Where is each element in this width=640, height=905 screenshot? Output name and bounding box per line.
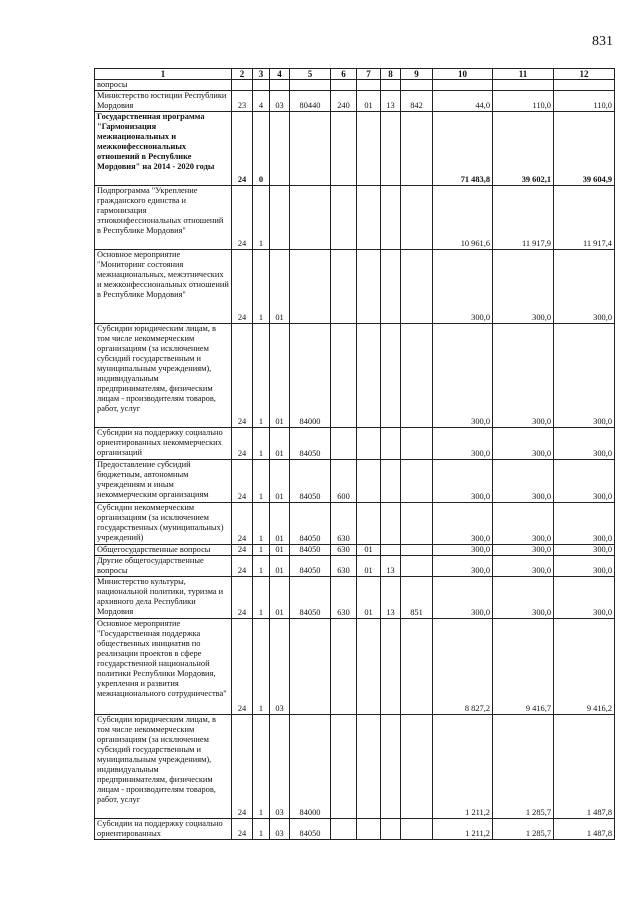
- row-name-cell: Субсидии юридическим лицам, в том числе некоммерческим организациям (за исключением субсидий государственным и муниципальным учреждениям), индивидуальным предпринимателям, физическим лицам - производителям товаров, работ, услуг: [95, 324, 232, 428]
- amount-cell: 300,0: [433, 460, 493, 503]
- code-cell: 1: [253, 545, 270, 556]
- amount-cell: 1 487,8: [554, 819, 615, 840]
- code-cell: 84000: [290, 715, 331, 819]
- row-name-cell: Основное мероприятие "Государственная поддержка общественных инициатив по реализации проектов в сфере государственной национальной политики Республики Мордовия, укрепления и развития межнационального сотрудничества": [95, 619, 232, 715]
- amount-cell: [493, 80, 554, 91]
- code-cell: 03: [270, 91, 290, 112]
- code-cell: [357, 324, 381, 428]
- row-name-cell: Субсидии некоммерческим организациям (за исключением государственных (муниципальных) учреждений): [95, 503, 232, 545]
- amount-cell: 39 604,9: [554, 112, 615, 186]
- code-cell: 24: [232, 545, 253, 556]
- code-cell: [381, 428, 401, 460]
- code-cell: 851: [401, 577, 433, 619]
- col-header: 5: [290, 69, 331, 80]
- code-cell: [331, 619, 357, 715]
- page-number: 831: [592, 34, 613, 49]
- code-cell: 01: [270, 324, 290, 428]
- code-cell: 01: [270, 503, 290, 545]
- code-cell: 1: [253, 460, 270, 503]
- row-name-cell: Субсидии юридическим лицам, в том числе некоммерческим организациям (за исключением субсидий государственным и муниципальным учреждениям), индивидуальным предпринимателям, физическим лицам - производителям товаров, работ, услуг: [95, 715, 232, 819]
- budget-table: [94, 68, 615, 840]
- table-row: [95, 619, 615, 715]
- amount-cell: 10 961,6: [433, 186, 493, 250]
- code-cell: 01: [357, 91, 381, 112]
- amount-cell: 1 487,8: [554, 715, 615, 819]
- code-cell: [290, 250, 331, 324]
- amount-cell: 1 285,7: [493, 819, 554, 840]
- amount-cell: 11 917,9: [493, 186, 554, 250]
- col-header: 7: [357, 69, 381, 80]
- row-name-cell: вопросы: [95, 80, 232, 91]
- code-cell: 03: [270, 619, 290, 715]
- table-row: [95, 324, 615, 428]
- code-cell: 24: [232, 503, 253, 545]
- col-header: 11: [493, 69, 554, 80]
- amount-cell: 110,0: [493, 91, 554, 112]
- amount-cell: 9 416,7: [493, 619, 554, 715]
- row-name-cell: Субсидии на поддержку социально ориентированных: [95, 819, 232, 840]
- col-header: 1: [95, 69, 232, 80]
- table-row: [95, 250, 615, 324]
- row-name-cell: Государственная программа "Гармонизация межнациональных и межконфессиональных отношений в Республике Мордовия" на 2014 - 2020 годы: [95, 112, 232, 186]
- code-cell: [401, 715, 433, 819]
- amount-cell: 300,0: [493, 556, 554, 577]
- code-cell: 24: [232, 428, 253, 460]
- table-row: [95, 428, 615, 460]
- code-cell: 84050: [290, 428, 331, 460]
- code-cell: 01: [357, 577, 381, 619]
- code-cell: 13: [381, 577, 401, 619]
- row-name-cell: Основное мероприятие "Мониторинг состояния межнациональных, межэтнических и межконфессиональных отношений в Республике Мордовия": [95, 250, 232, 324]
- table-row: [95, 186, 615, 250]
- code-cell: [357, 460, 381, 503]
- code-cell: 1: [253, 577, 270, 619]
- code-cell: 24: [232, 112, 253, 186]
- amount-cell: 300,0: [433, 577, 493, 619]
- amount-cell: 300,0: [493, 577, 554, 619]
- code-cell: [401, 556, 433, 577]
- col-header: 2: [232, 69, 253, 80]
- code-cell: [401, 460, 433, 503]
- code-cell: [290, 80, 331, 91]
- code-cell: 1: [253, 556, 270, 577]
- code-cell: [381, 112, 401, 186]
- code-cell: 84000: [290, 324, 331, 428]
- amount-cell: 300,0: [554, 324, 615, 428]
- table-row: [95, 556, 615, 577]
- code-cell: [331, 428, 357, 460]
- code-cell: [232, 80, 253, 91]
- code-cell: [357, 80, 381, 91]
- amount-cell: 300,0: [433, 545, 493, 556]
- col-header: 3: [253, 69, 270, 80]
- code-cell: [357, 819, 381, 840]
- code-cell: [381, 503, 401, 545]
- code-cell: 13: [381, 91, 401, 112]
- amount-cell: 300,0: [493, 428, 554, 460]
- code-cell: [401, 112, 433, 186]
- code-cell: 1: [253, 324, 270, 428]
- col-header: 12: [554, 69, 615, 80]
- col-header: 8: [381, 69, 401, 80]
- code-cell: [381, 460, 401, 503]
- code-cell: 03: [270, 819, 290, 840]
- amount-cell: 300,0: [554, 428, 615, 460]
- code-cell: 24: [232, 577, 253, 619]
- table-row: [95, 503, 615, 545]
- amount-cell: 9 416,2: [554, 619, 615, 715]
- code-cell: [357, 503, 381, 545]
- code-cell: 0: [253, 112, 270, 186]
- code-cell: [381, 619, 401, 715]
- code-cell: 1: [253, 715, 270, 819]
- amount-cell: 300,0: [554, 577, 615, 619]
- amount-cell: 300,0: [433, 503, 493, 545]
- code-cell: [270, 80, 290, 91]
- table-row: [95, 460, 615, 503]
- code-cell: 1: [253, 250, 270, 324]
- code-cell: 24: [232, 250, 253, 324]
- row-name-cell: Субсидии на поддержку социально ориентированных некоммерческих организаций: [95, 428, 232, 460]
- table-row: [95, 91, 615, 112]
- code-cell: 24: [232, 819, 253, 840]
- code-cell: 630: [331, 577, 357, 619]
- code-cell: 01: [270, 428, 290, 460]
- code-cell: 01: [270, 556, 290, 577]
- code-cell: 84050: [290, 460, 331, 503]
- code-cell: 630: [331, 545, 357, 556]
- code-cell: [401, 545, 433, 556]
- code-cell: [381, 715, 401, 819]
- code-cell: [290, 619, 331, 715]
- table-row: [95, 577, 615, 619]
- amount-cell: 300,0: [554, 250, 615, 324]
- code-cell: 84050: [290, 819, 331, 840]
- code-cell: [331, 715, 357, 819]
- amount-cell: 300,0: [493, 250, 554, 324]
- amount-cell: 71 483,8: [433, 112, 493, 186]
- code-cell: [331, 250, 357, 324]
- code-cell: [381, 80, 401, 91]
- code-cell: 600: [331, 460, 357, 503]
- code-cell: 01: [270, 250, 290, 324]
- code-cell: 03: [270, 715, 290, 819]
- code-cell: 24: [232, 186, 253, 250]
- amount-cell: 8 827,2: [433, 619, 493, 715]
- code-cell: 01: [270, 545, 290, 556]
- code-cell: [331, 186, 357, 250]
- code-cell: 240: [331, 91, 357, 112]
- table-row: [95, 80, 615, 91]
- code-cell: 01: [357, 556, 381, 577]
- code-cell: [331, 112, 357, 186]
- code-cell: 1: [253, 619, 270, 715]
- row-name-cell: Общегосударственные вопросы: [95, 545, 232, 556]
- amount-cell: 300,0: [554, 503, 615, 545]
- code-cell: 84050: [290, 556, 331, 577]
- amount-cell: 300,0: [493, 324, 554, 428]
- code-cell: [270, 112, 290, 186]
- col-header: 6: [331, 69, 357, 80]
- code-cell: [401, 619, 433, 715]
- code-cell: 01: [357, 545, 381, 556]
- col-header: 9: [401, 69, 433, 80]
- code-cell: [331, 324, 357, 428]
- code-cell: 1: [253, 503, 270, 545]
- header-row: [95, 69, 615, 80]
- amount-cell: 300,0: [493, 503, 554, 545]
- table-row: [95, 545, 615, 556]
- code-cell: 13: [381, 556, 401, 577]
- code-cell: [381, 324, 401, 428]
- table-row: [95, 112, 615, 186]
- code-cell: [331, 80, 357, 91]
- code-cell: 4: [253, 91, 270, 112]
- code-cell: [357, 619, 381, 715]
- amount-cell: 44,0: [433, 91, 493, 112]
- col-header: 4: [270, 69, 290, 80]
- code-cell: [381, 819, 401, 840]
- code-cell: 01: [270, 460, 290, 503]
- code-cell: 24: [232, 715, 253, 819]
- code-cell: 80440: [290, 91, 331, 112]
- code-cell: [357, 186, 381, 250]
- row-name-cell: Министерство культуры, национальной политики, туризма и архивного дела Республики Мордовия: [95, 577, 232, 619]
- amount-cell: 300,0: [493, 545, 554, 556]
- row-name-cell: Подпрограмма "Укрепление гражданского единства и гармонизация этноконфессиональных отношений в Республике Мордовия": [95, 186, 232, 250]
- code-cell: 630: [331, 556, 357, 577]
- amount-cell: [554, 80, 615, 91]
- code-cell: [401, 819, 433, 840]
- code-cell: 84050: [290, 545, 331, 556]
- amount-cell: 11 917,4: [554, 186, 615, 250]
- code-cell: [401, 80, 433, 91]
- code-cell: [381, 250, 401, 324]
- code-cell: [290, 112, 331, 186]
- amount-cell: 300,0: [433, 250, 493, 324]
- amount-cell: [433, 80, 493, 91]
- code-cell: [253, 80, 270, 91]
- code-cell: 1: [253, 819, 270, 840]
- amount-cell: 300,0: [493, 460, 554, 503]
- code-cell: 84050: [290, 577, 331, 619]
- code-cell: 842: [401, 91, 433, 112]
- code-cell: 1: [253, 428, 270, 460]
- code-cell: 01: [270, 577, 290, 619]
- code-cell: 24: [232, 460, 253, 503]
- code-cell: [357, 112, 381, 186]
- amount-cell: 300,0: [433, 556, 493, 577]
- amount-cell: 300,0: [433, 324, 493, 428]
- code-cell: [381, 186, 401, 250]
- row-name-cell: Министерство юстиции Республики Мордовия: [95, 91, 232, 112]
- amount-cell: 300,0: [433, 428, 493, 460]
- table-row: [95, 715, 615, 819]
- amount-cell: 300,0: [554, 556, 615, 577]
- table-row: [95, 819, 615, 840]
- code-cell: [401, 186, 433, 250]
- code-cell: [290, 186, 331, 250]
- amount-cell: 1 211,2: [433, 819, 493, 840]
- code-cell: [357, 715, 381, 819]
- amount-cell: 300,0: [554, 460, 615, 503]
- code-cell: 24: [232, 324, 253, 428]
- code-cell: 84050: [290, 503, 331, 545]
- code-cell: 24: [232, 556, 253, 577]
- code-cell: [331, 819, 357, 840]
- code-cell: 1: [253, 186, 270, 250]
- amount-cell: 110,0: [554, 91, 615, 112]
- code-cell: 630: [331, 503, 357, 545]
- code-cell: [401, 250, 433, 324]
- code-cell: [357, 428, 381, 460]
- amount-cell: 39 602,1: [493, 112, 554, 186]
- amount-cell: 1 211,2: [433, 715, 493, 819]
- row-name-cell: Другие общегосударственные вопросы: [95, 556, 232, 577]
- amount-cell: 1 285,7: [493, 715, 554, 819]
- row-name-cell: Предоставление субсидий бюджетным, автономным учреждениям и иным некоммерческим организациям: [95, 460, 232, 503]
- code-cell: 23: [232, 91, 253, 112]
- code-cell: [401, 324, 433, 428]
- code-cell: [401, 428, 433, 460]
- code-cell: [270, 186, 290, 250]
- code-cell: [401, 503, 433, 545]
- code-cell: 24: [232, 619, 253, 715]
- code-cell: [357, 250, 381, 324]
- code-cell: [381, 545, 401, 556]
- amount-cell: 300,0: [554, 545, 615, 556]
- col-header: 10: [433, 69, 493, 80]
